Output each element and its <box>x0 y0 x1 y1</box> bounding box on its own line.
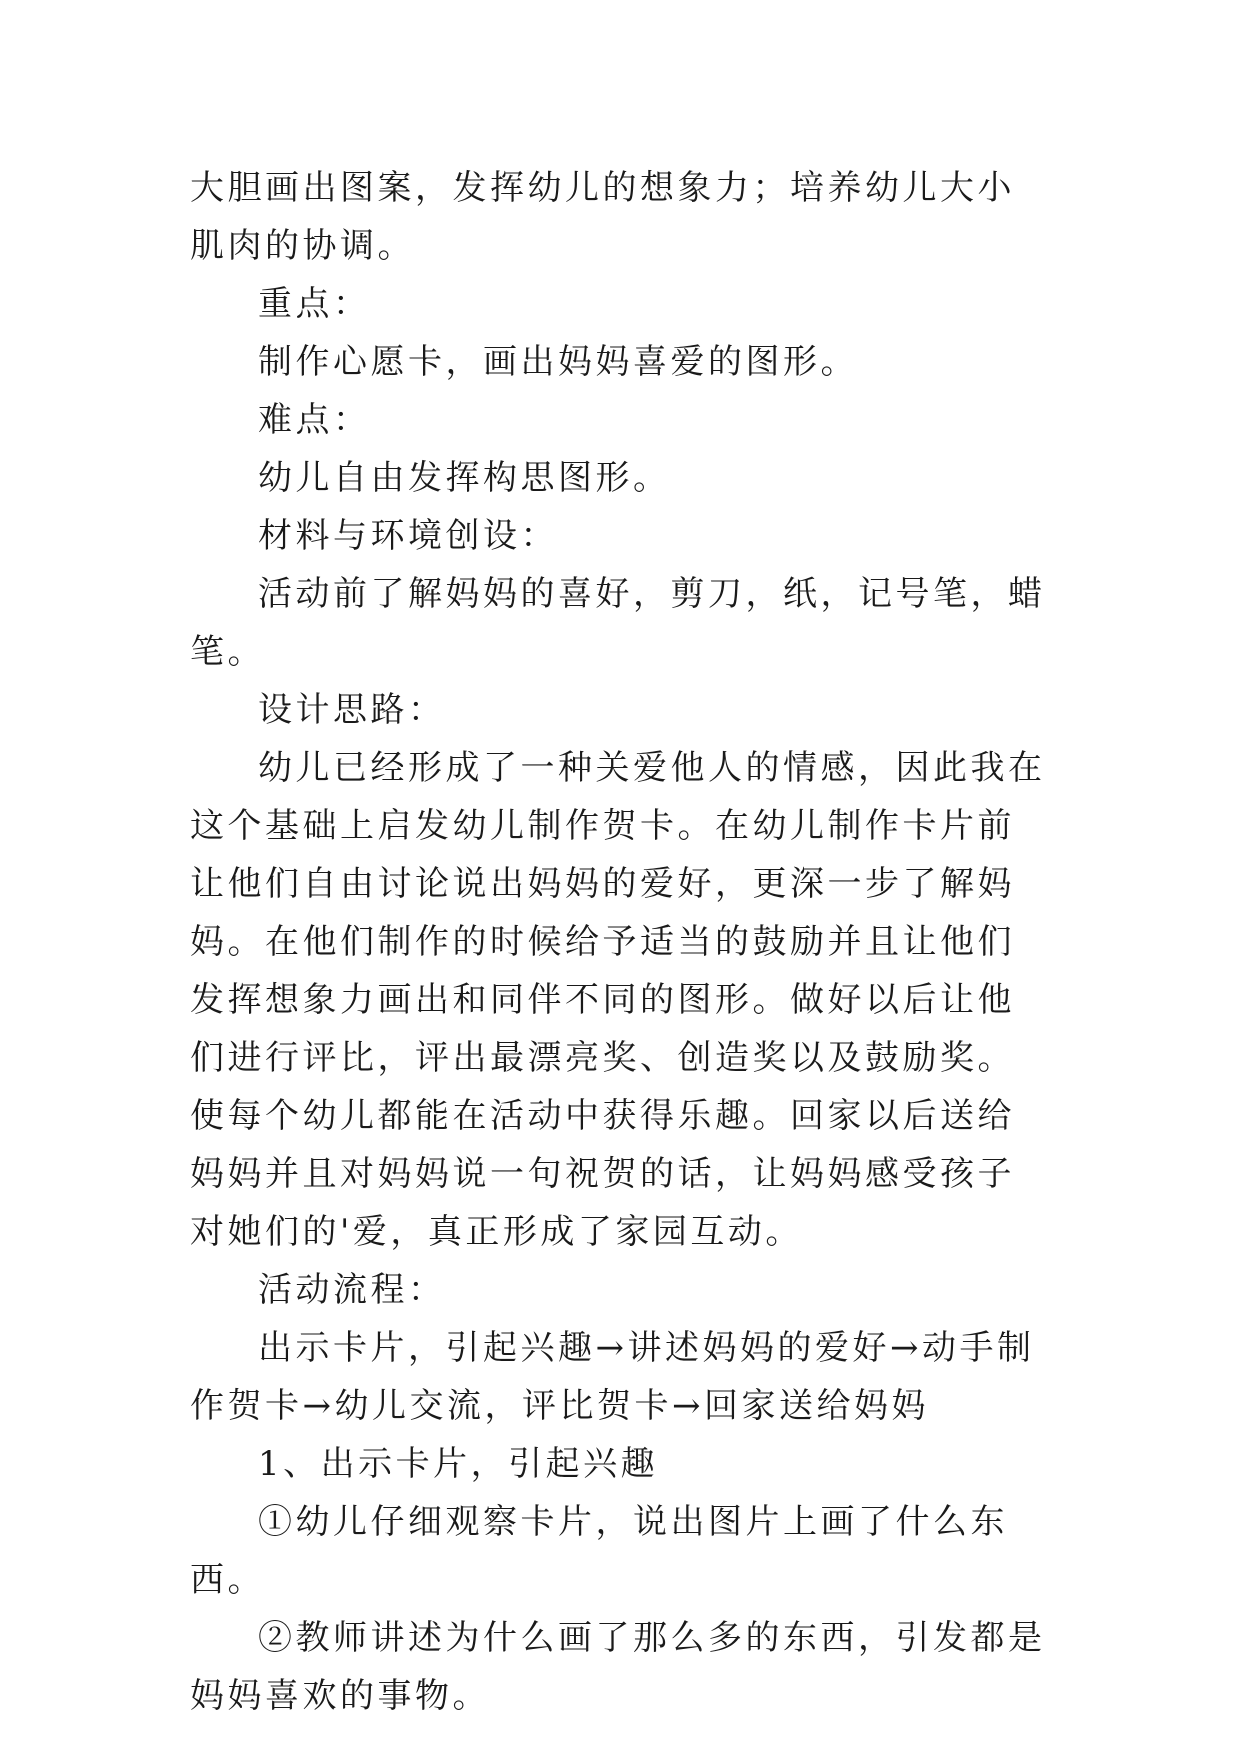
paragraph-key-point: 制作心愿卡，画出妈妈喜爱的图形。 <box>258 342 858 382</box>
heading-difficulty: 难点： <box>258 400 371 440</box>
paragraph-activity-flow: 出示卡片，引起兴趣→讲述妈妈的爱好→动手制作贺卡→幼儿交流，评比贺卡→回家送给妈妈 <box>190 1328 1035 1426</box>
paragraph-intro-continuation: 大胆画出图案，发挥幼儿的想象力；培养幼儿大小肌肉的协调。 <box>190 168 1015 266</box>
heading-design-idea: 设计思路： <box>258 690 446 730</box>
paragraph-step-1-a: ①幼儿仔细观察卡片，说出图片上画了什么东西。 <box>190 1502 1008 1600</box>
heading-step-1: 1、出示卡片，引起兴趣 <box>258 1444 659 1484</box>
document-body <box>190 159 1050 1725</box>
paragraph-materials: 活动前了解妈妈的喜好，剪刀，纸，记号笔，蜡笔。 <box>190 574 1046 672</box>
heading-materials: 材料与环境创设： <box>258 516 558 556</box>
paragraph-step-1-b: ②教师讲述为什么画了那么多的东西，引发都是妈妈喜欢的事物。 <box>190 1618 1046 1716</box>
paragraph-design-idea: 幼儿已经形成了一种关爱他人的情感，因此我在这个基础上启发幼儿制作贺卡。在幼儿制作卡片前让他们自由讨论说出妈妈的爱好，更深一步了解妈妈。在他们制作的时候给予适当的鼓励并且让他们发挥想象力画出和同伴不同的图形。做好以后让他们进行评比，评出最漂亮奖、创造奖以及鼓励奖。使每个幼儿都能在活动中获得乐趣。回家以后送给妈妈并且对妈妈说一句祝贺的话，让妈妈感受孩子对她们的'爱，真正形成了家园互动。 <box>190 748 1046 1252</box>
heading-key-point: 重点： <box>258 284 371 324</box>
heading-activity-flow: 活动流程： <box>258 1270 446 1310</box>
paragraph-difficulty: 幼儿自由发挥构思图形。 <box>258 458 671 498</box>
